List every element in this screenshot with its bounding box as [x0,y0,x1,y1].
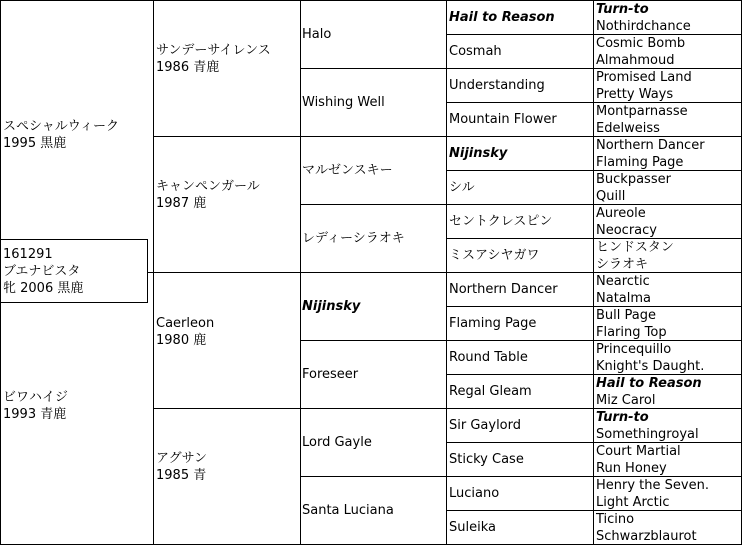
gen5-ancestor: シラオキ [596,257,649,272]
gen5-ancestor: ヒンドスタン [596,240,674,255]
subject-name: ブエナビスタ [3,264,81,279]
sire-name: スペシャルウィーク [3,119,119,134]
gen5-ancestor: Court Martial [596,444,681,459]
gen5-ancestor: Northern Dancer [596,138,705,153]
gen4-ancestor: Sticky Case [449,452,524,467]
gen4-ancestor: Hail to Reason [449,10,555,25]
gen4-ancestor: Nijinsky [449,146,508,161]
gen5-ancestor: Hail to Reason [596,376,702,391]
gen5-ancestor: Nothirdchance [596,19,691,34]
sire-dam-name: キャンペンガール [156,179,260,194]
gen4-ancestor: Cosmah [449,44,502,59]
gen3-ancestor: Wishing Well [302,95,385,110]
gen5-ancestor: Run Honey [596,461,667,476]
gen3-ancestor: Halo [302,27,332,42]
gen4-ancestor: Flaming Page [449,316,537,331]
gen3-ancestor: Lord Gayle [302,435,372,450]
gen5-ancestor: Promised Land [596,70,692,85]
gen3-ancestor: Nijinsky [302,299,361,314]
gen5-ancestor: Schwarzblaurot [596,529,697,544]
gen3-ancestor: マルゼンスキー [302,163,393,178]
subject-info: 牝 2006 黒鹿 [3,281,84,296]
gen5-ancestor: Aureole [596,206,646,221]
gen5-ancestor: Miz Carol [596,393,656,408]
gen5-ancestor: Henry the Seven. [596,478,709,493]
gen3-ancestor: レディーシラオキ [302,231,405,246]
gen4-ancestor: Suleika [449,520,496,535]
gen3-ancestor: Foreseer [302,367,359,382]
dam-dam-name: アグサン [156,451,207,466]
sire-info: 1995 黒鹿 [3,136,67,151]
gen5-ancestor: Montparnasse [596,104,688,119]
gen5-ancestor: Almahmoud [596,53,675,68]
gen4-ancestor: Round Table [449,350,528,365]
gen4-ancestor: Luciano [449,486,500,501]
gen4-ancestor: Mountain Flower [449,112,557,127]
dam-sire-info: 1980 鹿 [156,333,207,348]
gen5-ancestor: Ticino [596,512,635,527]
sire-dam-info: 1987 鹿 [156,196,207,211]
gen5-ancestor: Buckpasser [596,172,671,187]
dam-name: ビワハイジ [3,390,69,405]
gen5-ancestor: Edelweiss [596,121,660,136]
dam-dam-info: 1985 青 [156,468,207,483]
gen3-ancestor: Santa Luciana [302,503,394,518]
gen5-ancestor: Nearctic [596,274,650,289]
gen4-ancestor: Understanding [449,78,545,93]
subject-id: 161291 [3,247,53,262]
gen4-ancestor: Regal Gleam [449,384,532,399]
gen5-ancestor: Cosmic Bomb [596,36,686,51]
gen5-ancestor: Natalma [596,291,651,306]
gen5-ancestor: Neocracy [596,223,657,238]
gen5-ancestor: Princequillo [596,342,672,357]
gen5-ancestor: Somethingroyal [596,427,699,442]
sire-sire-info: 1986 青鹿 [156,60,220,75]
dam-sire-name: Caerleon [156,316,215,331]
gen5-ancestor: Turn-to [596,410,649,425]
gen4-ancestor: セントクレスピン [449,214,553,229]
gen5-ancestor: Bull Page [596,308,656,323]
gen5-ancestor: Knight's Daught. [596,359,705,374]
gen5-ancestor: Light Arctic [596,495,670,510]
dam-info: 1993 青鹿 [3,407,67,422]
gen5-ancestor: Pretty Ways [596,87,674,102]
gen4-ancestor: Sir Gaylord [449,418,522,433]
gen5-ancestor: Turn-to [596,2,649,17]
sire-sire-name: サンデーサイレンス [156,43,271,58]
gen5-ancestor: Flaming Page [596,155,684,170]
gen4-ancestor: Northern Dancer [449,282,558,297]
gen5-ancestor: Quill [596,189,626,204]
gen4-ancestor: シル [449,180,475,195]
gen5-ancestor: Flaring Top [596,325,667,340]
gen4-ancestor: ミスアシヤガワ [449,248,540,263]
